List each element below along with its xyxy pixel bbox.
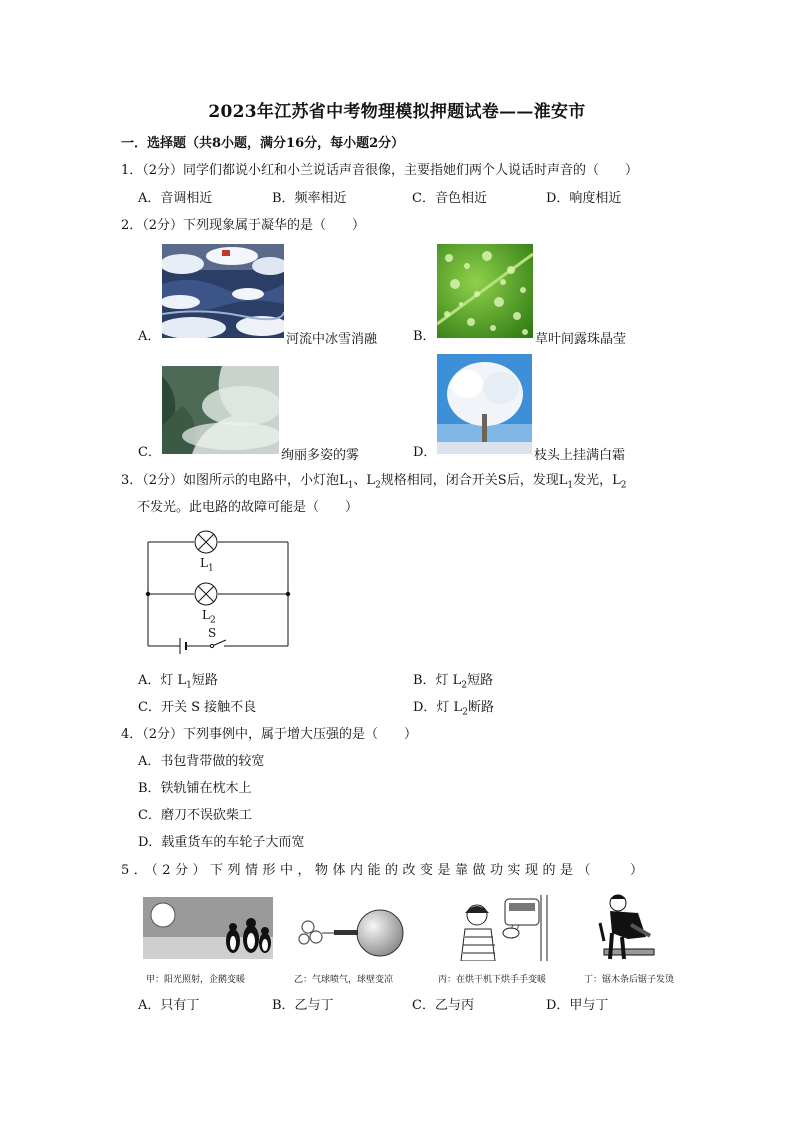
q2-option-c-letter: C． — [138, 445, 161, 460]
dewdrops-leaf-image — [437, 244, 533, 338]
q5-caption-yi: 乙：气球喷气，球壁变凉 — [294, 975, 394, 985]
page-title: 2023年江苏省中考物理模拟押题试卷——淮安市 — [208, 102, 586, 122]
q2-option-c-caption: 绚丽多姿的雾 — [281, 448, 360, 463]
section-heading: 一．选择题（共8小题，满分16分，每小题2分） — [121, 136, 405, 151]
q1-option-a: A．音调相近 — [138, 191, 213, 206]
circuit-diagram — [140, 530, 300, 655]
question-1-stem: 1．（2分）同学们都说小红和小兰说话声音很像，主要指她们两个人说话时声音的（ ） — [121, 163, 639, 178]
penguins-sunlight-image — [143, 897, 273, 959]
q1-option-b: B．频率相近 — [272, 191, 347, 206]
q4-option-c: C．磨刀不误砍柴工 — [138, 808, 252, 823]
q3-option-d: D．灯 $L_2$断路 — [413, 700, 494, 718]
question-3-stem-line2: 不发光。此电路的故障可能是（ ） — [137, 500, 359, 515]
label-l2: $L_2$ — [202, 608, 216, 626]
q1-option-c: C．音色相近 — [412, 191, 487, 206]
label-l1: $L_1$ — [200, 556, 214, 574]
frost-tree-image — [437, 354, 532, 454]
q2-option-d-caption: 枝头上挂满白霜 — [534, 448, 626, 463]
q2-option-b-letter: B． — [413, 329, 436, 344]
label-switch: S — [208, 626, 217, 640]
question-4-stem: 4．（2分）下列事例中，属于增大压强的是（ ） — [121, 727, 418, 742]
lamp-l1-icon — [195, 531, 217, 553]
q4-option-b: B．铁轨铺在枕木上 — [138, 781, 252, 796]
q2-option-a-caption: 河流中冰雪消融 — [286, 332, 378, 347]
q2-option-a-letter: A． — [138, 329, 161, 344]
frozen-river-image — [162, 244, 284, 338]
q5-caption-bing: 丙：在烘干机下烘手手变暖 — [438, 975, 547, 985]
q1-option-d: D．响度相近 — [546, 191, 622, 206]
q4-option-a: A．书包背带做的较宽 — [138, 754, 265, 769]
q5-option-b: B．乙与丁 — [272, 998, 334, 1013]
saw-wood-image — [598, 893, 660, 961]
lamp-l2-icon — [195, 583, 217, 605]
q5-option-a: A．只有丁 — [138, 998, 200, 1013]
q3-option-b: B．灯 $L_2$短路 — [413, 673, 494, 691]
q2-option-b-caption: 草叶间露珠晶莹 — [535, 332, 627, 347]
q5-caption-ding: 丁：锯木条后锯子发烫 — [584, 975, 675, 985]
question-5-stem: 5．（2分）下列情形中，物体内能的改变是靠做功实现的是（ ） — [121, 863, 648, 878]
balloon-deflating-image — [292, 907, 404, 959]
q5-option-d: D．甲与丁 — [546, 998, 609, 1013]
q2-option-d-letter: D． — [413, 445, 437, 460]
q5-option-c: C．乙与丙 — [412, 998, 474, 1013]
question-2-stem: 2．（2分）下列现象属于凝华的是（ ） — [121, 218, 366, 233]
hand-dryer-image — [455, 895, 553, 961]
q3-option-c: C．开关 S 接触不良 — [138, 700, 257, 715]
q5-caption-jia: 甲：阳光照射，企鹅变暖 — [146, 975, 246, 985]
q3-option-a: A．灯 $L_1$短路 — [138, 673, 218, 691]
q4-option-d: D．载重货车的车轮子大而宽 — [138, 835, 305, 850]
question-3-stem: 3．（2分）如图所示的电路中，小灯泡$L_1$、$L_2$规格相同，闭合开关S后，发现$L_1$发光，$L_2$ — [121, 473, 627, 491]
misty-fog-image — [162, 366, 279, 454]
